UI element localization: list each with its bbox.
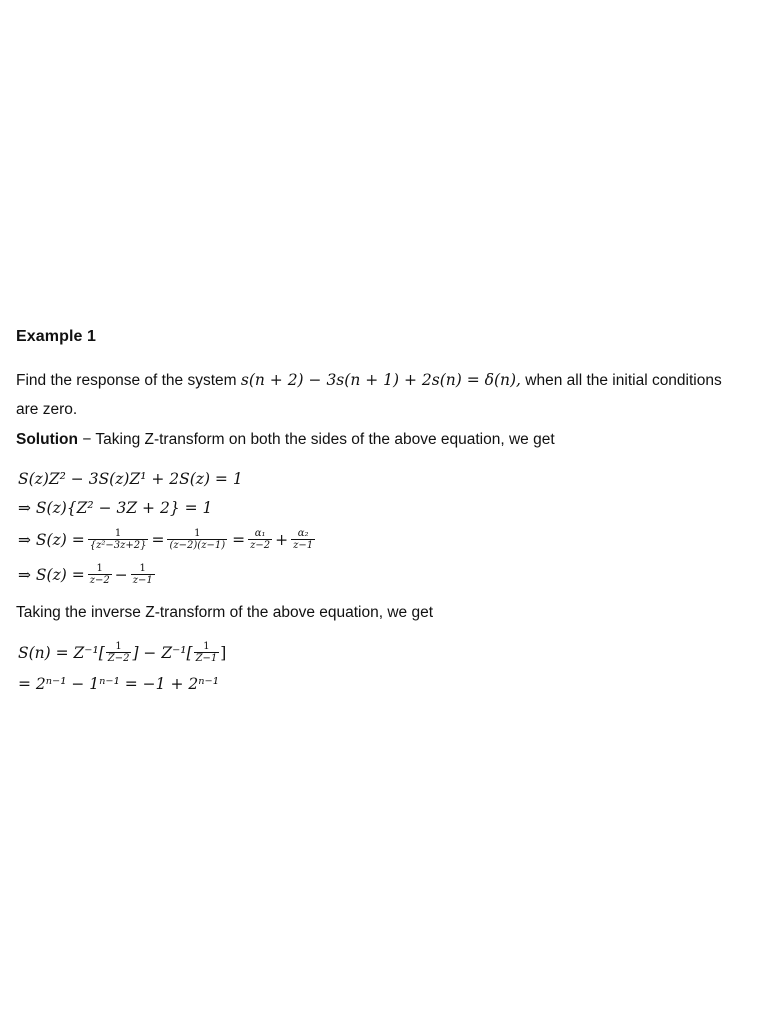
equation-4 xyxy=(18,563,158,586)
fraction xyxy=(194,641,220,664)
fraction-denominator: (z−2)(z−1) xyxy=(169,540,226,551)
fraction-denominator: z−1 xyxy=(132,575,153,586)
problem-line-1 xyxy=(16,366,764,395)
equation-3 xyxy=(18,528,318,551)
equals-sign: = xyxy=(151,530,165,549)
fraction-denominator: z−1 xyxy=(293,540,314,551)
fraction xyxy=(106,641,132,664)
solution-text: − Taking Z-transform on both the sides of the above equation, we get xyxy=(78,431,555,448)
fraction xyxy=(291,528,315,551)
problem-line-2: are zero. xyxy=(16,401,78,418)
closing-bracket: ] xyxy=(220,643,227,662)
equation-1 xyxy=(18,470,243,488)
minus-sign: − xyxy=(114,565,128,584)
equation-6-text: = 2ⁿ⁻¹ − 1ⁿ⁻¹ = −1 + 2ⁿ⁻¹ xyxy=(18,675,219,693)
fraction-numerator: 1 xyxy=(194,528,201,539)
fraction-numerator: 1 xyxy=(96,563,103,574)
equation-2 xyxy=(18,499,212,517)
fraction-denominator: z−2 xyxy=(89,575,110,586)
difference-equation: s(n + 2) − 3s(n + 1) + 2s(n) = δ(n), xyxy=(240,371,521,389)
fraction-numerator: 1 xyxy=(115,641,122,652)
fraction xyxy=(88,563,112,586)
fraction xyxy=(167,528,227,551)
problem-suffix: when all the initial conditions xyxy=(525,372,722,389)
equation-1-text: S(z)Z² − 3S(z)Z¹ + 2S(z) = 1 xyxy=(18,470,243,488)
fraction-numerator: 1 xyxy=(139,563,146,574)
fraction-numerator: α₂ xyxy=(297,528,309,539)
equation-6 xyxy=(18,675,219,693)
problem-prefix: Find the response of the system xyxy=(16,372,237,389)
fraction-numerator: α₁ xyxy=(254,528,266,539)
equation-2-text: ⇒ S(z){Z² − 3Z + 2} = 1 xyxy=(18,499,213,517)
fraction-denominator: Z−1 xyxy=(195,653,218,664)
fraction xyxy=(88,528,149,551)
fraction-denominator: z−2 xyxy=(250,540,271,551)
solution-label: Solution xyxy=(16,431,78,448)
fraction-numerator: 1 xyxy=(114,528,122,539)
fraction-denominator: {z²−3z+2} xyxy=(89,540,147,551)
equation-5 xyxy=(18,641,226,664)
example-heading: Example 1 xyxy=(16,328,97,345)
equation-3-lhs: ⇒ S(z) = xyxy=(18,530,85,549)
plus-sign: + xyxy=(275,530,289,549)
fraction-numerator: 1 xyxy=(203,641,210,652)
equation-4-lhs: ⇒ S(z) = xyxy=(18,565,85,584)
solution-intro xyxy=(16,431,555,449)
fraction-denominator: Z−2 xyxy=(107,653,130,664)
problem-statement xyxy=(16,366,764,424)
fraction xyxy=(131,563,155,586)
fraction xyxy=(248,528,272,551)
equation-5-mid: ] − Z⁻¹[ xyxy=(132,643,193,662)
equation-5-lhs: S(n) = Z⁻¹[ xyxy=(18,643,105,662)
inverse-transform-intro: Taking the inverse Z-transform of the above equation, we get xyxy=(16,604,434,621)
equals-sign: = xyxy=(232,530,246,549)
